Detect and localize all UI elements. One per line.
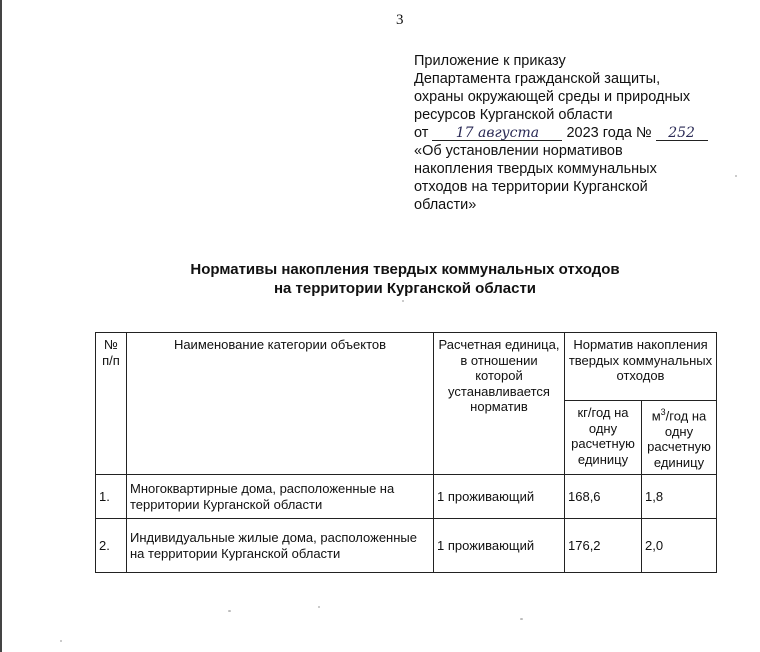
row-1-unit: 1 проживающий bbox=[434, 475, 565, 519]
subject-line-4: области» bbox=[414, 197, 477, 213]
row-1-num: 1. bbox=[96, 475, 127, 519]
row-2-kg: 176,2 bbox=[565, 519, 642, 573]
page-number: 3 bbox=[396, 12, 404, 28]
handwritten-order-number: 252 bbox=[656, 126, 708, 141]
header-num: № п/п bbox=[96, 333, 127, 475]
appendix-line-4: ресурсов Курганской области bbox=[414, 107, 613, 123]
table-row bbox=[96, 519, 717, 573]
scan-speck bbox=[228, 610, 231, 612]
table-row bbox=[96, 475, 717, 519]
row-2-unit: 1 проживающий bbox=[434, 519, 565, 573]
subject-line-3: отходов на территории Курганской bbox=[414, 179, 648, 195]
appendix-line-1: Приложение к приказу bbox=[414, 53, 566, 69]
row-1-kg: 168,6 bbox=[565, 475, 642, 519]
subject-line-1: «Об установлении нормативов bbox=[414, 143, 623, 159]
header-name: Наименование категории объектов bbox=[127, 333, 434, 475]
m3-suffix: /год на одну расчетную единицу bbox=[647, 408, 711, 470]
row-2-name: Индивидуальные жилые дома, расположенные на территории Курганской области bbox=[127, 519, 434, 573]
header-norm: Норматив накопления твердых коммунальных отходов bbox=[565, 333, 717, 401]
scan-speck bbox=[735, 175, 737, 177]
row-2-num: 2. bbox=[96, 519, 127, 573]
header-m3-year bbox=[642, 401, 717, 475]
scan-speck bbox=[520, 618, 523, 620]
document-title bbox=[60, 260, 750, 298]
scan-speck bbox=[60, 640, 62, 642]
title-line-1: Нормативы накопления твердых коммунальных отходов bbox=[190, 261, 620, 278]
m3-superscript: 3 bbox=[660, 407, 666, 417]
row-1-name: Многоквартирные дома, расположенные на территории Курганской области bbox=[127, 475, 434, 519]
appendix-line-3: охраны окружающей среды и природных bbox=[414, 89, 691, 105]
m3-prefix: м bbox=[651, 408, 661, 424]
handwritten-date: 17 августа bbox=[432, 126, 562, 141]
scan-speck bbox=[318, 606, 320, 608]
page-edge bbox=[0, 0, 2, 652]
row-1-m3: 1,8 bbox=[642, 475, 717, 519]
date-prefix: от bbox=[414, 125, 429, 141]
appendix-block bbox=[414, 52, 734, 214]
scan-speck bbox=[402, 300, 404, 302]
row-2-m3: 2,0 bbox=[642, 519, 717, 573]
year-text: 2023 года № bbox=[566, 125, 652, 141]
header-unit: Расчетная единица, в отношении которой устанавливается норматив bbox=[434, 333, 565, 475]
header-row-1 bbox=[96, 333, 717, 401]
header-kg-year: кг/год на одну расчетную единицу bbox=[565, 401, 642, 475]
title-line-2: на территории Курганской области bbox=[273, 280, 537, 297]
subject-line-2: накопления твердых коммунальных bbox=[414, 161, 657, 177]
appendix-date-line bbox=[414, 124, 734, 142]
appendix-line-2: Департамента гражданской защиты, bbox=[414, 71, 661, 87]
norms-table bbox=[95, 332, 717, 573]
